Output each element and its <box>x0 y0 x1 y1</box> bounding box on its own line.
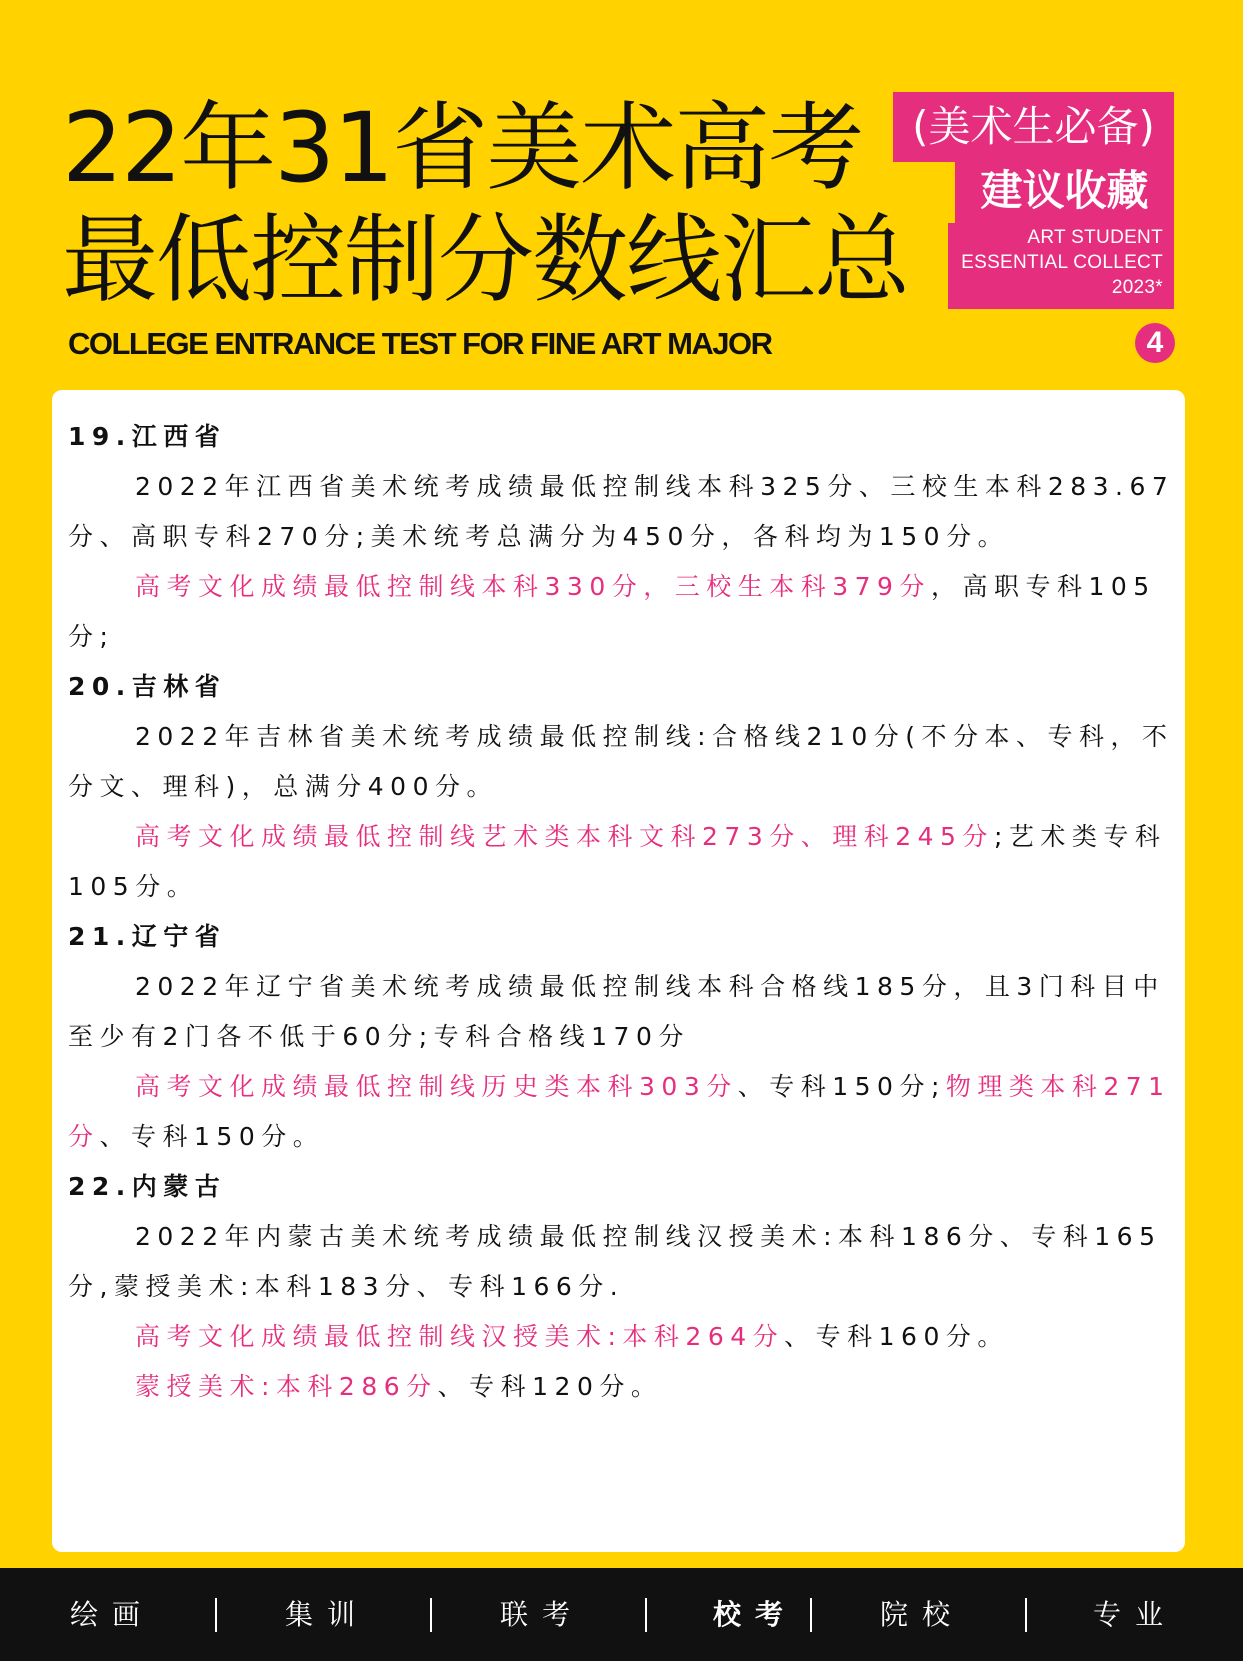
nav-item-school-exam[interactable]: 校考 <box>713 1598 798 1631</box>
paragraph-line: 2022年吉林省美术统考成绩最低控制线:合格线210分(不分本、专科，不 <box>135 722 1174 751</box>
plain-text: 、专科160分。 <box>784 1322 1009 1351</box>
badge-sub-line-2: ESSENTIAL COLLECT <box>961 252 1163 273</box>
title-line-2: 最低控制分数线汇总 <box>62 204 908 316</box>
paragraph-line <box>68 1312 1178 1362</box>
page-title <box>62 92 908 316</box>
nav-item-majors[interactable]: 专业 <box>1093 1598 1178 1631</box>
plain-text: 、专科150分。 <box>99 1122 325 1151</box>
badge-main-label: 建议收藏 <box>955 162 1174 223</box>
content-body <box>68 412 1178 1412</box>
nav-item-colleges[interactable]: 院校 <box>880 1598 965 1631</box>
highlight-text: 高考文化成绩最低控制线艺术类本科文科273分、理科245分 <box>135 822 994 851</box>
nav-separator <box>215 1598 217 1632</box>
highlight-text: 高考文化成绩最低控制线汉授美术:本科264分 <box>135 1322 785 1351</box>
page-subtitle: COLLEGE ENTRANCE TEST FOR FINE ART MAJOR <box>68 326 772 361</box>
badge-sub-line-3: 2023* <box>1111 277 1163 298</box>
plain-text: 、专科150分; <box>737 1072 946 1101</box>
highlight-text: 高考文化成绩最低控制线本科330分，三校生本科379分 <box>135 572 931 601</box>
page-number-badge: 4 <box>1135 323 1175 363</box>
paragraph-line <box>68 562 1178 612</box>
plain-text: ;艺术类专科 <box>993 822 1167 851</box>
paragraph-line: 至少有2门各不低于60分;专科合格线170分 <box>68 1022 690 1051</box>
paragraph-line: 2022年辽宁省美术统考成绩最低控制线本科合格线185分，且3门科目中 <box>135 972 1165 1001</box>
nav-item-joint-exam[interactable]: 联考 <box>500 1598 585 1631</box>
highlight-text: 物理类本科271 <box>945 1072 1171 1101</box>
title-line-1: 22年31省美术高考 <box>62 92 863 204</box>
nav-item-training[interactable]: 集训 <box>285 1598 370 1631</box>
paragraph-line: 105分。 <box>68 872 199 901</box>
badge-sub-label <box>948 223 1174 309</box>
paragraph-line: 分文、理科)，总满分400分。 <box>68 772 498 801</box>
highlight-text: 分 <box>68 1122 100 1151</box>
paragraph-line: 2022年内蒙古美术统考成绩最低控制线汉授美术:本科186分、专科165 <box>135 1222 1162 1251</box>
paragraph-line <box>68 1112 1178 1162</box>
nav-separator <box>430 1598 432 1632</box>
paragraph-line: 分; <box>68 622 115 651</box>
nav-separator <box>645 1598 647 1632</box>
paragraph-line: 分,蒙授美术:本科183分、专科166分. <box>68 1272 625 1301</box>
paragraph-line: 分、高职专科270分;美术统考总满分为450分，各科均为150分。 <box>68 522 1010 551</box>
plain-text: ，高职专科105 <box>930 572 1156 601</box>
paragraph-line <box>68 1062 1178 1112</box>
paragraph-line <box>68 812 1178 862</box>
section-heading-liaoning: 21.辽宁省 <box>68 922 227 951</box>
nav-separator <box>1025 1598 1027 1632</box>
bottom-nav <box>0 1568 1243 1661</box>
badge-sub-line-1: ART STUDENT <box>1027 227 1163 248</box>
nav-item-painting[interactable]: 绘画 <box>70 1598 155 1631</box>
section-heading-jiangxi: 19.江西省 <box>68 422 227 451</box>
plain-text: 、专科120分。 <box>437 1372 663 1401</box>
paragraph-line: 2022年江西省美术统考成绩最低控制线本科325分、三校生本科283.67 <box>135 472 1175 501</box>
nav-separator <box>810 1598 812 1632</box>
badge-top-label: (美术生必备) <box>893 92 1174 162</box>
section-heading-jilin: 20.吉林省 <box>68 672 227 701</box>
section-heading-neimenggu: 22.内蒙古 <box>68 1172 227 1201</box>
paragraph-line <box>68 1362 1178 1412</box>
highlight-text: 高考文化成绩最低控制线历史类本科303分 <box>135 1072 738 1101</box>
highlight-text: 蒙授美术:本科286分 <box>135 1372 438 1401</box>
